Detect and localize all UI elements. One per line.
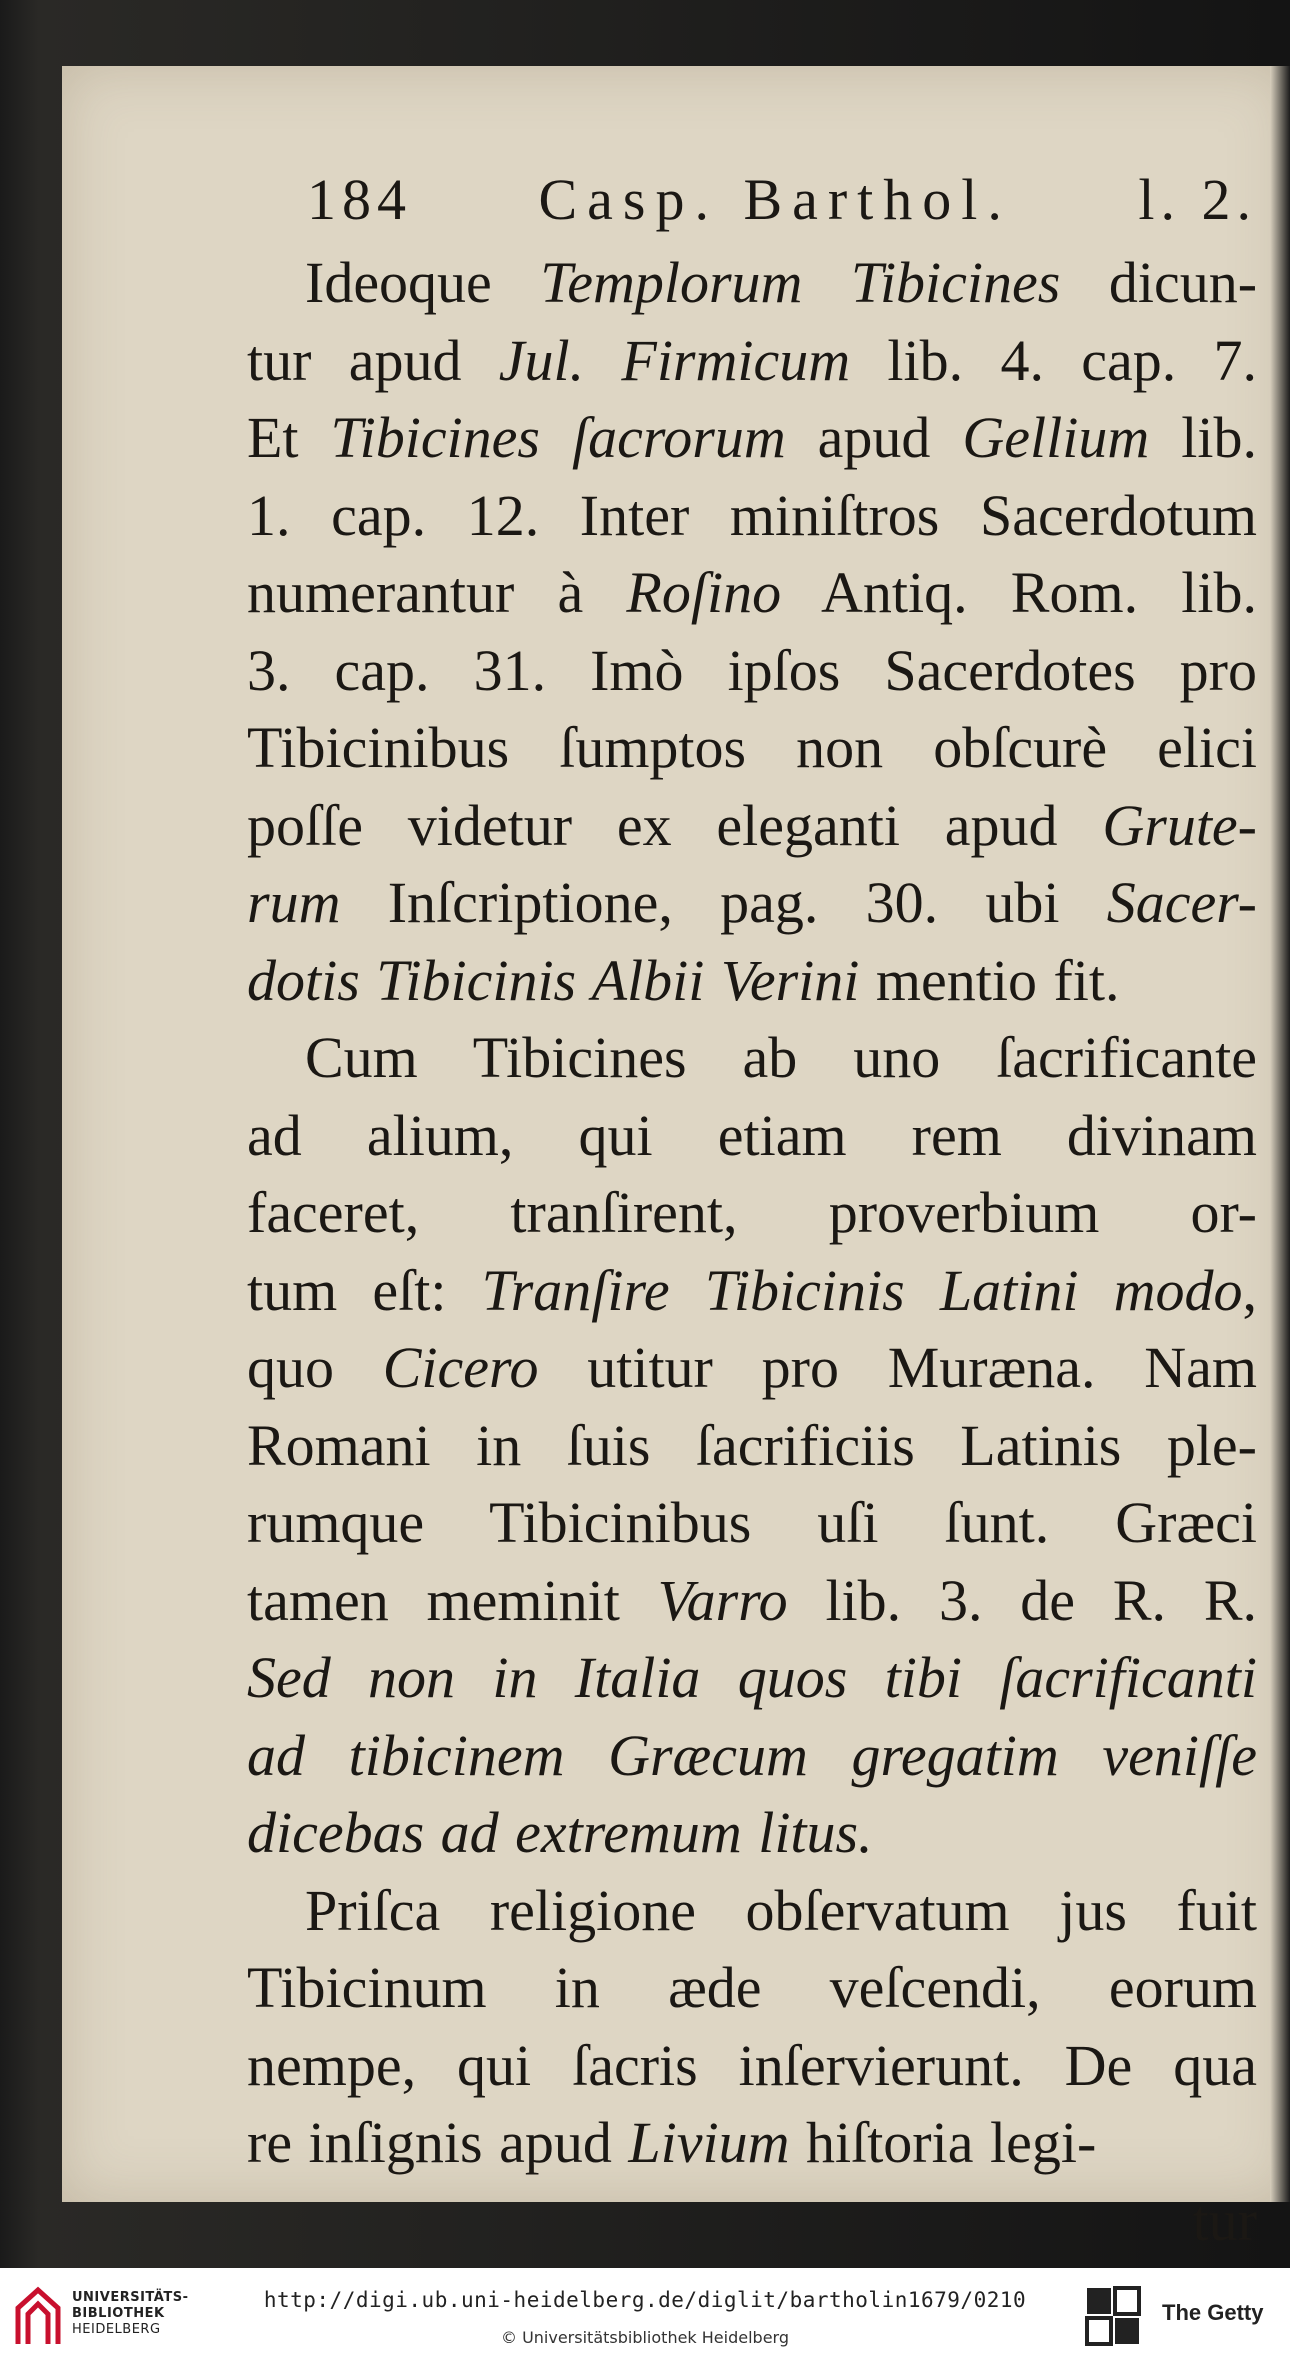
- text-line: [247, 1329, 1257, 1407]
- running-title: Casp. Barthol.: [538, 167, 1012, 232]
- text-span: ,: [1242, 1257, 1257, 1323]
- text-span: Ideoque: [305, 250, 541, 315]
- text-span: hiſtoria legi-: [789, 2110, 1097, 2175]
- text-span: Cum Tibicines ab uno ſacrificante: [305, 1025, 1257, 1090]
- text-line: [247, 322, 1257, 400]
- page-edge: [1270, 66, 1290, 2202]
- library-name: UNIVERSITÄTS- BIBLIOTHEK HEIDELBERG: [72, 2290, 189, 2337]
- text-span: Grute-: [1102, 792, 1257, 858]
- text-span: Tranſire Tibicinis Latini modo: [481, 1257, 1243, 1323]
- text-span: ad alium, qui etiam rem divinam: [247, 1102, 1257, 1168]
- text-span: lib. 4. cap. 7.: [850, 327, 1257, 393]
- text-span: Sacer-: [1106, 870, 1257, 935]
- text-line: [247, 244, 1257, 322]
- text-line: [247, 2027, 1257, 2105]
- text-line: [247, 1097, 1257, 1175]
- text-line: [247, 399, 1257, 477]
- text-line: [247, 632, 1257, 710]
- text-line: [247, 1174, 1257, 1252]
- text-line: [247, 1484, 1257, 1562]
- text-line: [247, 1252, 1257, 1330]
- permalink-url[interactable]: http://digi.ub.uni-heidelberg.de/diglit/bartholin1679/0210: [263, 2288, 1027, 2312]
- text-span: 3. cap. 31. Imò ipſos Sacerdotes pro: [247, 637, 1257, 703]
- text-line: [247, 554, 1257, 632]
- running-header: [307, 156, 1257, 244]
- text-span: utitur pro Muræna. Nam: [538, 1335, 1257, 1400]
- text-span: Antiq. Rom. lib.: [781, 560, 1257, 625]
- text-line: [247, 1407, 1257, 1485]
- text-line: [247, 477, 1257, 555]
- text-span: Jul. Firmicum: [498, 327, 851, 393]
- text-span: Tibicinum in æde veſcendi, eorum: [247, 1955, 1257, 2020]
- text-span: lib. 3. de R. R.: [787, 1567, 1258, 1633]
- text-span: dotis Tibicinis Albii Verini: [247, 947, 860, 1013]
- book-page: [62, 66, 1290, 2253]
- text-span: Sed non in Italia quos tibi ſacrificanti: [247, 1645, 1257, 1710]
- text-span: dicebas ad extremum litus.: [247, 1800, 873, 1865]
- text-span: Tibicinibus ſumptos non obſcurè elici: [247, 715, 1257, 780]
- paragraph: [247, 244, 1257, 1019]
- text-line: [247, 709, 1257, 787]
- text-span: Cicero: [382, 1335, 539, 1400]
- text-span: Tibicines ſacrorum: [330, 405, 786, 470]
- text-span: Roſino: [626, 560, 782, 625]
- text-line: [247, 864, 1257, 942]
- catchword: tur: [1192, 2187, 1257, 2253]
- text-span: 1. cap. 12. Inter miniſtros Sacerdotum: [247, 482, 1257, 548]
- text-span: tum eſt:: [247, 1257, 482, 1323]
- text-line: [247, 942, 1257, 1020]
- text-span: Et: [247, 405, 331, 470]
- text-span: Inſcriptione, pag. 30. ubi: [340, 870, 1107, 935]
- page-number: 184: [307, 167, 412, 232]
- page-content: [247, 156, 1257, 2259]
- text-span: rumque Tibicinibus uſi ſunt. Græci: [247, 1490, 1257, 1555]
- paragraph: [247, 1872, 1257, 2182]
- text-span: Gellium: [962, 405, 1150, 470]
- body-text: [247, 244, 1257, 2182]
- text-span: tur apud: [247, 327, 499, 393]
- text-span: poſſe videtur ex eleganti apud: [247, 792, 1103, 858]
- getty-logo-icon: [1085, 2286, 1141, 2348]
- text-span: re inſignis apud: [247, 2110, 629, 2175]
- text-line: [247, 1639, 1257, 1717]
- text-span: quo: [247, 1335, 383, 1400]
- text-span: Varro: [657, 1567, 788, 1633]
- paragraph: [247, 1019, 1257, 1872]
- text-line: [247, 1949, 1257, 2027]
- text-span: apud: [785, 405, 963, 470]
- text-span: nempe, qui ſacris inſervierunt. De qua: [247, 2032, 1257, 2098]
- text-span: lib.: [1149, 405, 1257, 470]
- text-span: dicun-: [1060, 250, 1258, 315]
- viewer-footer: [0, 2268, 1290, 2365]
- text-span: rum: [247, 870, 341, 935]
- text-span: faceret, tranſirent, proverbium or-: [247, 1180, 1257, 1245]
- text-line: [247, 1872, 1257, 1950]
- text-span: Priſca religione obſervatum jus fuit: [305, 1877, 1257, 1943]
- text-span: tamen meminit: [247, 1567, 658, 1633]
- copyright-notice: © Universitätsbibliothek Heidelberg: [500, 2328, 789, 2347]
- text-line: [247, 2104, 1257, 2182]
- text-span: ad tibicinem Græcum gregatim veniſſe: [247, 1722, 1257, 1788]
- text-line: [247, 1717, 1257, 1795]
- text-line: [247, 1562, 1257, 1640]
- text-line: [247, 1019, 1257, 1097]
- section-number: l. 2.: [1138, 167, 1257, 232]
- partner-name: The Getty: [1162, 2300, 1264, 2325]
- text-span: mentio fit.: [859, 947, 1120, 1013]
- text-span: numerantur à: [247, 560, 627, 625]
- text-span: Romani in ſuis ſacrificiis Latinis ple-: [247, 1412, 1257, 1478]
- text-line: [247, 787, 1257, 865]
- text-line: [247, 1794, 1257, 1872]
- text-span: Livium: [628, 2110, 790, 2175]
- text-span: Templorum Tibicines: [540, 250, 1061, 315]
